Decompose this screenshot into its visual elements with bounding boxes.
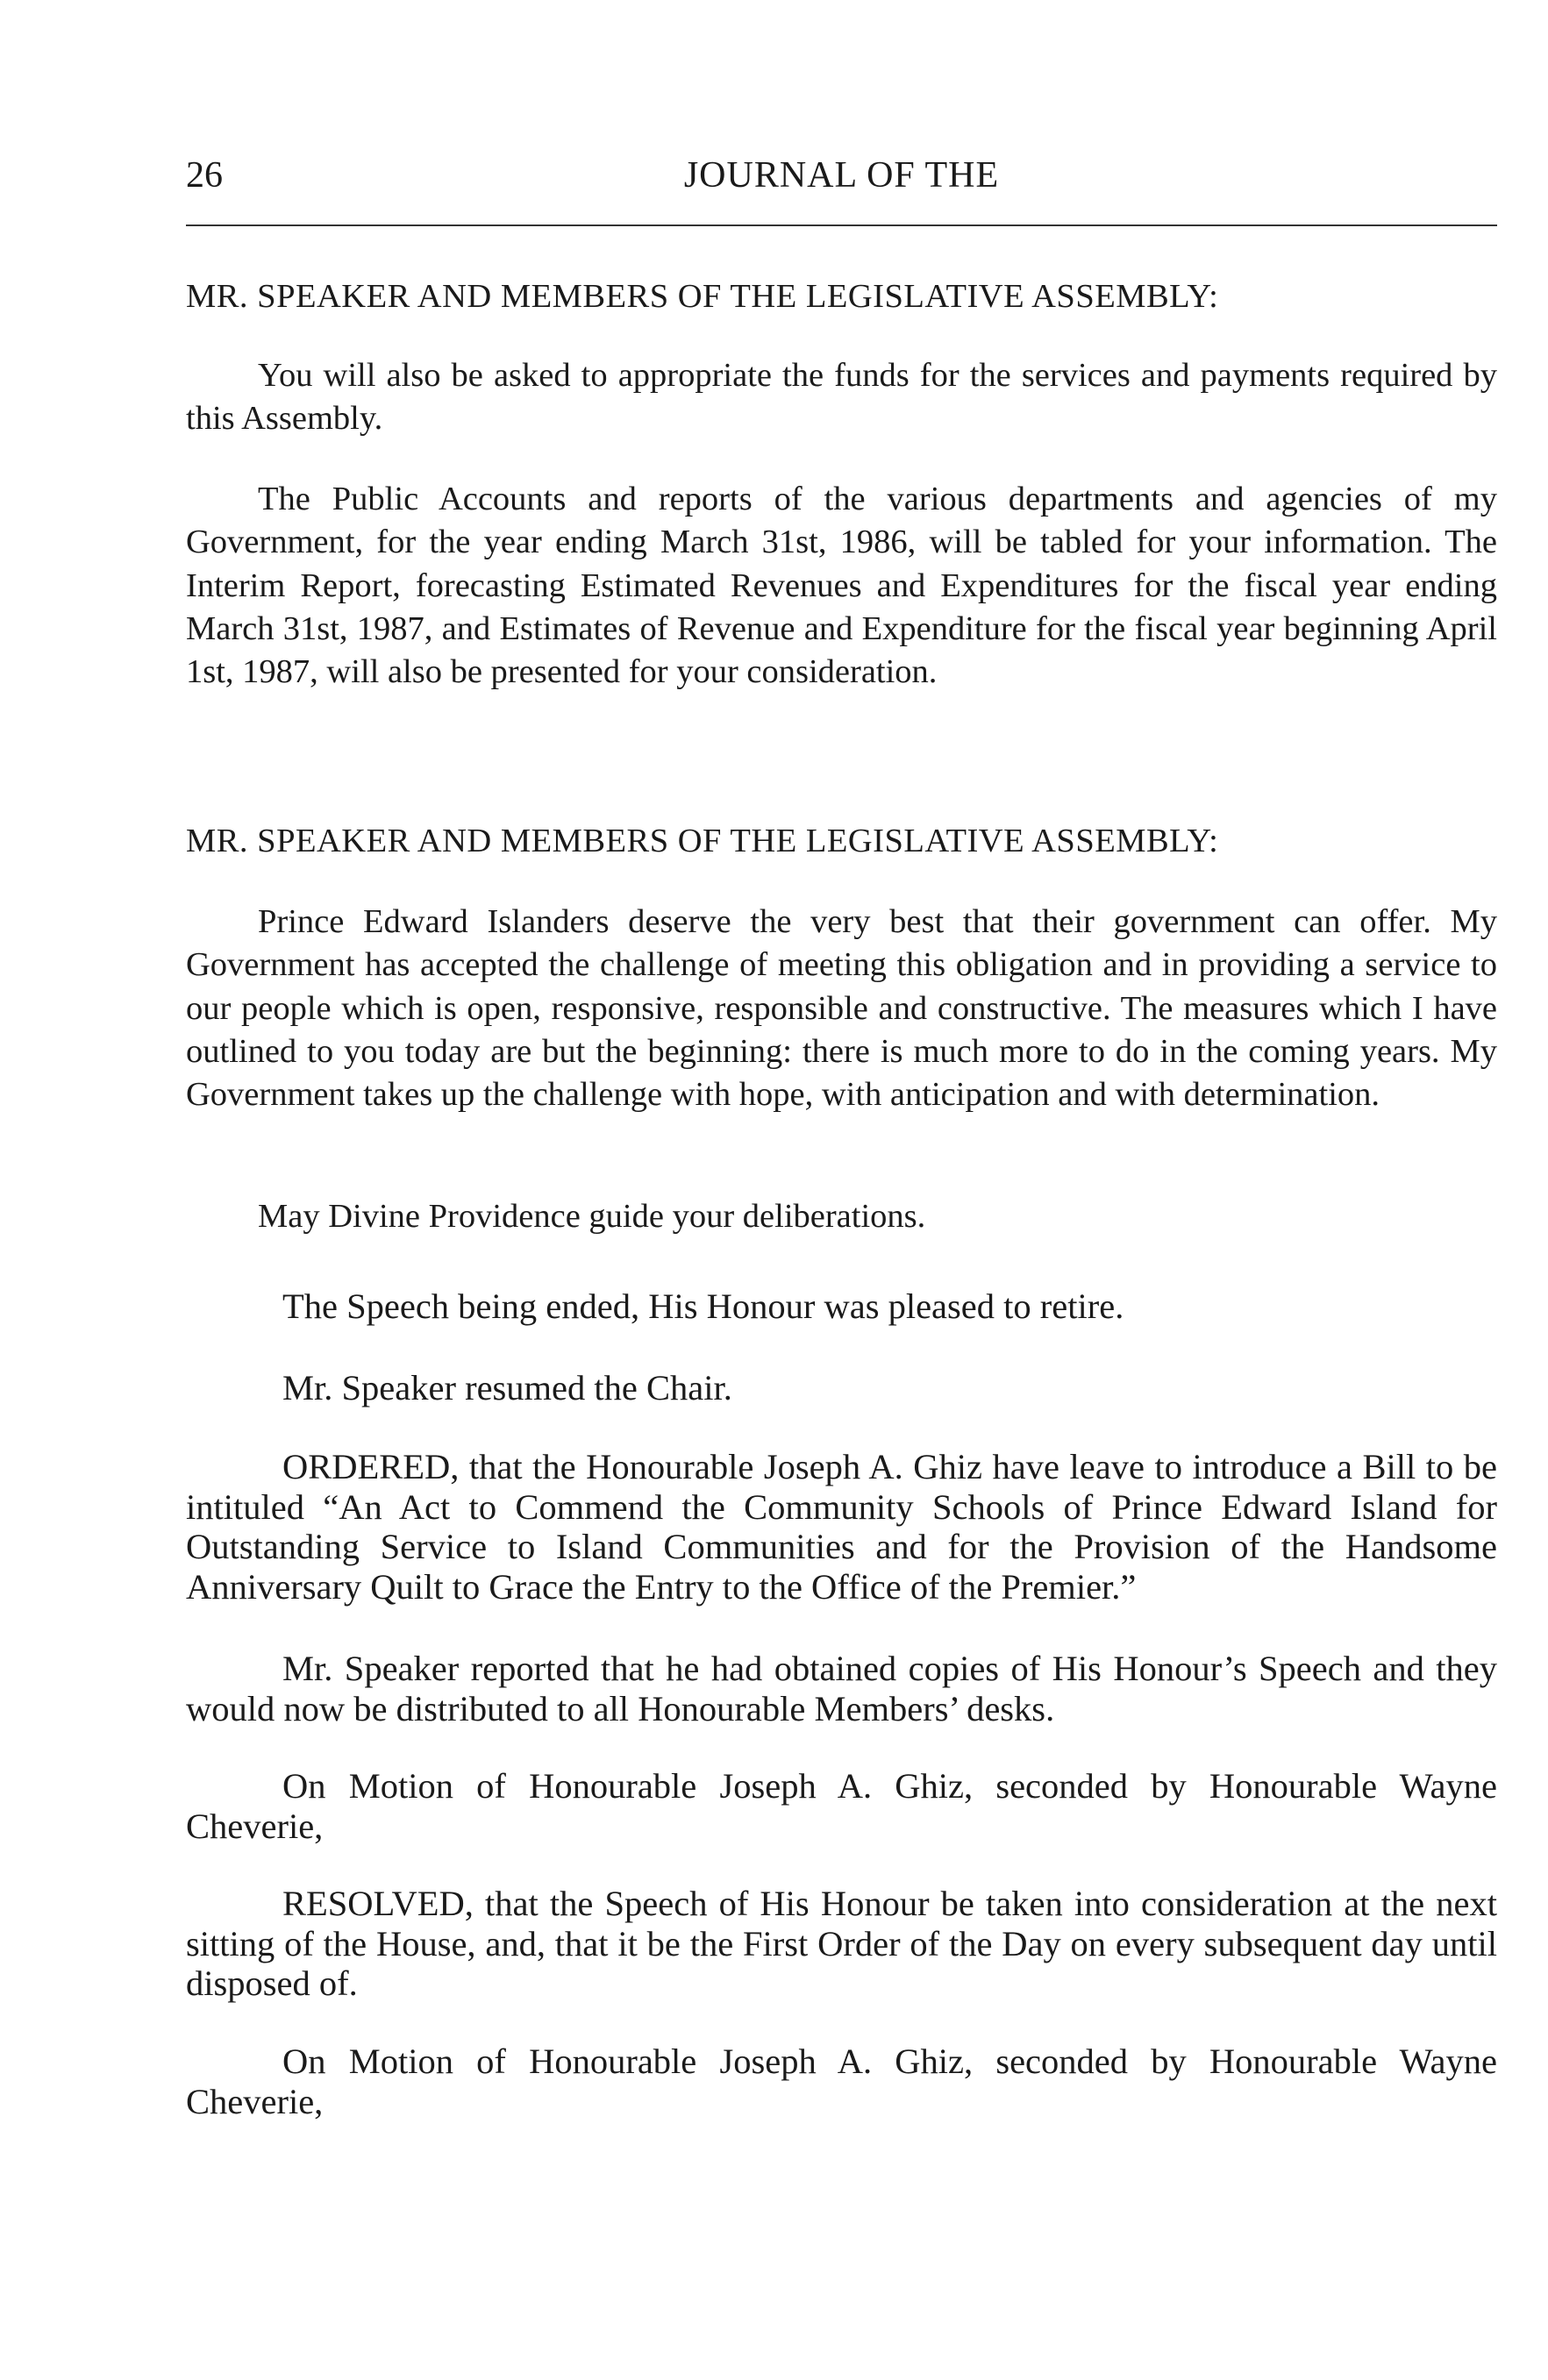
speech-paragraph <box>186 478 1497 694</box>
proceeding-entry <box>186 1286 1497 1327</box>
ordered-text: ORDERED, that the Honourable Joseph A. Ghiz have leave to introduce a Bill to be intituled “An Act to Commend the Community Schools of Prince Edward Island for Outstanding Service to Island Communities and for the Provision of the Handsome Anniversary Quilt to Grace the Entry to the Office of the Premier.” <box>186 1447 1497 1607</box>
proceeding-entry <box>186 1368 1497 1408</box>
speech-paragraph <box>186 901 1497 1116</box>
proceeding-text: The Speech being ended, His Honour was pleased to retire. <box>282 1286 1124 1326</box>
running-head: JOURNAL OF THE <box>683 155 1000 196</box>
speech-paragraph <box>186 354 1497 441</box>
page-header <box>186 154 1497 198</box>
motion-text: On Motion of Honourable Joseph A. Ghiz, seconded by Honourable Wayne Cheverie, <box>186 1766 1497 1846</box>
speech-closing: May Divine Providence guide your deliberations. <box>258 1198 926 1235</box>
proceeding-text: Mr. Speaker resumed the Chair. <box>282 1368 732 1407</box>
speech-paragraph <box>186 1195 1497 1238</box>
resolved-text: RESOLVED, that the Speech of His Honour be taken into consideration at the next sitting of the House, and, that it be the First Order of the Day on every subsequent day until disposed of. <box>186 1884 1497 2003</box>
speech-paragraph-text: The Public Accounts and reports of the various departments and agencies of my Government, for the year ending March 31st, 1986, will be tabled for your information. The Interim Report, forecasting Estimated Revenues and Expenditures for the fiscal year ending March 31st, 1987, and Estimates of Revenue and Expenditure for the fiscal year beginning April 1st, 1987, will also be presented for your consideration. <box>186 481 1497 691</box>
proceeding-entry <box>186 2042 1497 2121</box>
proceeding-entry <box>186 1766 1497 1846</box>
proceeding-entry <box>186 1649 1497 1728</box>
speech-address: MR. SPEAKER AND MEMBERS OF THE LEGISLATIVE ASSEMBLY: <box>186 278 1219 315</box>
speech-paragraph-text: You will also be asked to appropriate the funds for the services and payments required by this Assembly. <box>186 357 1497 438</box>
proceeding-text: Mr. Speaker reported that he had obtained copies of His Honour’s Speech and they would now be distributed to all Honourable Members’ desks. <box>186 1649 1497 1728</box>
header-rule <box>186 224 1497 226</box>
speech-address: MR. SPEAKER AND MEMBERS OF THE LEGISLATIVE ASSEMBLY: <box>186 823 1219 859</box>
proceeding-entry <box>186 1884 1497 2004</box>
speech-paragraph-text: Prince Edward Islanders deserve the very best that their government can offer. My Government has accepted the challenge of meeting this obligation and in providing a service to our people which is open, responsive, responsible and constructive. The measures which I have outlined to you today are but the beginning: there is much more to do in the coming years. My Government takes up the challenge with hope, with anticipation and with determination. <box>186 903 1497 1114</box>
page-number: 26 <box>186 155 223 196</box>
proceeding-entry <box>186 1447 1497 1607</box>
motion-text: On Motion of Honourable Joseph A. Ghiz, seconded by Honourable Wayne Cheverie, <box>186 2042 1497 2121</box>
